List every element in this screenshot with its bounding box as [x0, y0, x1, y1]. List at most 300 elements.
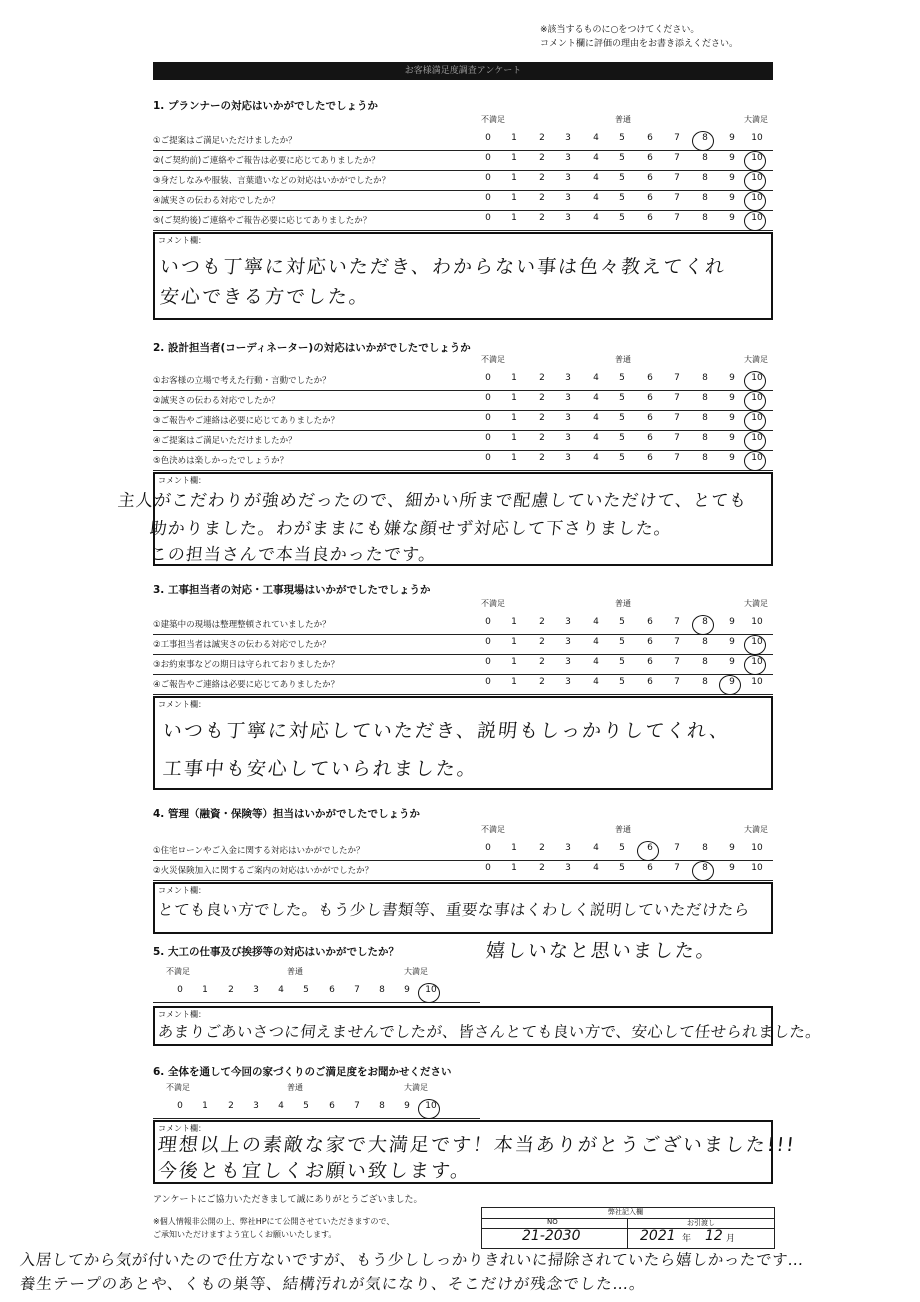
selected-rating-circle — [719, 675, 741, 695]
rating-number: 4 — [593, 863, 599, 873]
rating-option[interactable] — [749, 677, 765, 687]
selected-rating-circle — [744, 171, 766, 191]
rating-option[interactable] — [669, 413, 685, 423]
rating-option[interactable] — [642, 677, 658, 687]
rating-option[interactable] — [724, 213, 740, 223]
rating-option[interactable] — [534, 393, 550, 403]
rating-number: 7 — [674, 133, 680, 143]
rating-option[interactable] — [697, 213, 713, 223]
rating-option[interactable] — [724, 657, 740, 667]
rating-option[interactable] — [697, 453, 713, 463]
rating-option[interactable] — [749, 453, 765, 463]
rating-option[interactable] — [724, 373, 740, 383]
rating-option[interactable] — [506, 677, 522, 687]
rating-option[interactable] — [480, 433, 496, 443]
rating-number: 7 — [674, 637, 680, 647]
rating-option[interactable] — [697, 173, 713, 183]
rating-number: 3 — [253, 1101, 259, 1111]
rating-option[interactable] — [614, 193, 630, 203]
rating-number: 9 — [729, 153, 735, 163]
section-title: 3. 工事担当者の対応・工事現場はいかがでしたでしょうか — [153, 584, 431, 596]
office-date-label: お引渡し — [687, 1219, 715, 1227]
rating-option[interactable] — [614, 863, 630, 873]
rating-number: 0 — [485, 413, 491, 423]
rating-number: 4 — [593, 413, 599, 423]
rating-number: 4 — [593, 133, 599, 143]
question-text: ①建築中の現場は整理整頓されていましたか？ — [153, 620, 331, 630]
rating-option[interactable] — [614, 433, 630, 443]
rating-option[interactable] — [642, 133, 658, 143]
rating-option[interactable] — [724, 173, 740, 183]
rating-option[interactable] — [506, 153, 522, 163]
rating-option[interactable] — [588, 637, 604, 647]
rating-option[interactable] — [223, 1101, 239, 1111]
rating-option[interactable] — [480, 193, 496, 203]
rating-option[interactable] — [197, 1101, 213, 1111]
rating-option[interactable] — [614, 373, 630, 383]
rating-option[interactable] — [614, 637, 630, 647]
rating-option[interactable] — [749, 433, 765, 443]
rating-option[interactable] — [642, 153, 658, 163]
rating-option[interactable] — [298, 985, 314, 995]
rating-number: 5 — [619, 617, 625, 627]
rating-option[interactable] — [506, 843, 522, 853]
rating-option[interactable] — [697, 393, 713, 403]
privacy-note-1: ※個人情報非公開の上、弊社HPにて公開させていただきますので、 — [153, 1217, 395, 1226]
rating-option[interactable] — [642, 637, 658, 647]
rating-option[interactable] — [642, 657, 658, 667]
rating-number: 9 — [729, 843, 735, 853]
rating-option[interactable] — [669, 433, 685, 443]
rating-number: 4 — [593, 393, 599, 403]
rating-option[interactable] — [724, 393, 740, 403]
rating-option[interactable] — [669, 863, 685, 873]
rating-number: 3 — [565, 373, 571, 383]
rating-option[interactable] — [669, 173, 685, 183]
rating-option[interactable] — [669, 393, 685, 403]
rating-number: 2 — [539, 637, 545, 647]
rating-number: 7 — [674, 413, 680, 423]
rating-number: 3 — [565, 433, 571, 443]
rating-option[interactable] — [534, 413, 550, 423]
rating-option[interactable] — [588, 413, 604, 423]
rating-option[interactable] — [172, 985, 188, 995]
rating-option[interactable] — [480, 657, 496, 667]
rating-number: 1 — [511, 393, 517, 403]
rating-option[interactable] — [724, 133, 740, 143]
rating-option[interactable] — [588, 863, 604, 873]
rating-option[interactable] — [669, 677, 685, 687]
rating-option[interactable] — [749, 393, 765, 403]
rating-option[interactable] — [749, 843, 765, 853]
rating-option[interactable] — [724, 413, 740, 423]
rating-option[interactable] — [669, 843, 685, 853]
rating-option[interactable] — [614, 453, 630, 463]
rating-option[interactable] — [534, 133, 550, 143]
rating-option[interactable] — [197, 985, 213, 995]
rating-option[interactable] — [506, 637, 522, 647]
rating-number: 8 — [379, 985, 385, 995]
rating-number: 5 — [619, 153, 625, 163]
rating-number: 5 — [619, 133, 625, 143]
rating-number: 1 — [511, 657, 517, 667]
rating-number: 4 — [593, 213, 599, 223]
rating-option[interactable] — [642, 843, 658, 853]
rating-number: 0 — [485, 133, 491, 143]
rating-option[interactable] — [534, 863, 550, 873]
rating-number: 1 — [202, 1101, 208, 1111]
rating-option[interactable] — [560, 637, 576, 647]
rating-option[interactable] — [697, 413, 713, 423]
rating-option[interactable] — [749, 657, 765, 667]
rating-option[interactable] — [614, 843, 630, 853]
rating-option[interactable] — [724, 453, 740, 463]
question-row — [153, 450, 773, 471]
rating-number: 7 — [674, 153, 680, 163]
rating-number: 5 — [619, 863, 625, 873]
office-month: 12 — [705, 1228, 723, 1244]
rating-number: 8 — [702, 657, 708, 667]
rating-option[interactable] — [506, 173, 522, 183]
rating-option[interactable] — [697, 863, 713, 873]
rating-option[interactable] — [480, 843, 496, 853]
rating-option[interactable] — [697, 133, 713, 143]
rating-option[interactable] — [749, 153, 765, 163]
footer-comment-line-2: 養生テープのあとや、くもの巣等、結構汚れが気になり、そこだけが残念でした…。 — [18, 1275, 647, 1293]
rating-number: 3 — [565, 133, 571, 143]
rating-option[interactable] — [560, 677, 576, 687]
rating-option[interactable] — [614, 133, 630, 143]
question-text: ①ご提案はご満足いただけましたか？ — [153, 136, 297, 146]
rating-number: 3 — [565, 213, 571, 223]
rating-option[interactable] — [480, 153, 496, 163]
rating-option[interactable] — [560, 843, 576, 853]
rating-option[interactable] — [480, 637, 496, 647]
rating-option[interactable] — [480, 677, 496, 687]
rating-option[interactable] — [560, 413, 576, 423]
comment-label: コメント欄： — [158, 236, 206, 245]
rating-number: 10 — [751, 677, 763, 687]
rating-option[interactable] — [669, 133, 685, 143]
rating-number: 8 — [702, 453, 708, 463]
rating-option[interactable] — [560, 393, 576, 403]
rating-option[interactable] — [560, 193, 576, 203]
rating-number: 5 — [619, 433, 625, 443]
rating-number: 6 — [647, 863, 653, 873]
rating-number: 2 — [539, 433, 545, 443]
rating-number: 9 — [404, 985, 410, 995]
question-row — [153, 370, 773, 391]
rating-option[interactable] — [480, 617, 496, 627]
rating-option[interactable] — [724, 153, 740, 163]
rating-option[interactable] — [506, 863, 522, 873]
rating-option[interactable] — [480, 373, 496, 383]
rating-option[interactable] — [749, 213, 765, 223]
question-row — [153, 634, 773, 655]
rating-option[interactable] — [560, 373, 576, 383]
rating-option[interactable] — [724, 193, 740, 203]
rating-option[interactable] — [534, 617, 550, 627]
rating-number: 1 — [511, 213, 517, 223]
rating-option[interactable] — [588, 133, 604, 143]
rating-option[interactable] — [506, 617, 522, 627]
rating-option[interactable] — [697, 193, 713, 203]
rating-option[interactable] — [669, 213, 685, 223]
rating-option[interactable] — [480, 173, 496, 183]
rating-option[interactable] — [697, 637, 713, 647]
rating-option[interactable] — [172, 1101, 188, 1111]
rating-option[interactable] — [588, 677, 604, 687]
rating-option[interactable] — [480, 863, 496, 873]
rating-option[interactable] — [560, 213, 576, 223]
rating-option[interactable] — [669, 153, 685, 163]
rating-option[interactable] — [642, 617, 658, 627]
rating-option[interactable] — [642, 413, 658, 423]
rating-option[interactable] — [480, 213, 496, 223]
rating-option[interactable] — [588, 433, 604, 443]
rating-option[interactable] — [724, 637, 740, 647]
rating-option[interactable] — [697, 373, 713, 383]
rating-option[interactable] — [506, 433, 522, 443]
rating-option[interactable] — [614, 153, 630, 163]
rating-number: 6 — [647, 393, 653, 403]
rating-option[interactable] — [374, 1101, 390, 1111]
rating-option[interactable] — [480, 393, 496, 403]
rating-option[interactable] — [749, 373, 765, 383]
rating-number: 10 — [751, 393, 763, 403]
rating-number: 8 — [702, 173, 708, 183]
rating-number: 3 — [565, 393, 571, 403]
rating-number: 8 — [702, 637, 708, 647]
rating-option[interactable] — [534, 213, 550, 223]
rating-option[interactable] — [534, 843, 550, 853]
rating-option[interactable] — [506, 453, 522, 463]
rating-number: 9 — [729, 213, 735, 223]
rating-option[interactable] — [480, 453, 496, 463]
scale-mid-label: 普通 — [615, 825, 631, 834]
rating-option[interactable] — [588, 153, 604, 163]
rating-option[interactable] — [223, 985, 239, 995]
rating-option[interactable] — [273, 1101, 289, 1111]
rating-option[interactable] — [560, 453, 576, 463]
rating-option[interactable] — [588, 173, 604, 183]
rating-number: 2 — [539, 453, 545, 463]
rating-number: 6 — [647, 133, 653, 143]
rating-option[interactable] — [642, 193, 658, 203]
instruction-note-2: コメント欄に評価の理由をお書き添えください。 — [540, 39, 739, 49]
rating-option[interactable] — [614, 393, 630, 403]
rating-option[interactable] — [399, 985, 415, 995]
rating-number: 7 — [674, 433, 680, 443]
rating-option[interactable] — [697, 843, 713, 853]
scale-low-label: 不満足 — [481, 599, 505, 608]
rating-option[interactable] — [642, 453, 658, 463]
rating-option[interactable] — [534, 453, 550, 463]
rating-option[interactable] — [669, 453, 685, 463]
rating-option[interactable] — [669, 373, 685, 383]
rating-option[interactable] — [642, 213, 658, 223]
scale-mid-label: 普通 — [615, 115, 631, 124]
rating-number: 1 — [511, 637, 517, 647]
rating-number: 10 — [425, 1101, 437, 1111]
rating-number: 0 — [485, 863, 491, 873]
rating-option[interactable] — [669, 193, 685, 203]
rating-option[interactable] — [506, 657, 522, 667]
rating-option[interactable] — [669, 617, 685, 627]
rating-number: 3 — [565, 617, 571, 627]
rating-option[interactable] — [534, 153, 550, 163]
rating-option[interactable] — [749, 193, 765, 203]
rating-number: 3 — [253, 985, 259, 995]
rating-number: 9 — [729, 433, 735, 443]
rating-option[interactable] — [506, 193, 522, 203]
rating-option[interactable] — [298, 1101, 314, 1111]
rating-option[interactable] — [534, 657, 550, 667]
rating-option[interactable] — [480, 413, 496, 423]
rating-option[interactable] — [374, 985, 390, 995]
rating-option[interactable] — [669, 657, 685, 667]
rating-option[interactable] — [560, 657, 576, 667]
rating-option[interactable] — [642, 863, 658, 873]
rating-option[interactable] — [614, 173, 630, 183]
rating-option[interactable] — [248, 985, 264, 995]
rating-number: 4 — [593, 193, 599, 203]
rating-option[interactable] — [324, 985, 340, 995]
rating-option[interactable] — [560, 863, 576, 873]
scale-high-label: 大満足 — [744, 115, 768, 124]
rating-option[interactable] — [588, 393, 604, 403]
rating-option[interactable] — [349, 985, 365, 995]
rating-number: 9 — [729, 373, 735, 383]
rating-option[interactable] — [588, 373, 604, 383]
rating-option[interactable] — [642, 393, 658, 403]
rating-option[interactable] — [642, 433, 658, 443]
rating-option[interactable] — [749, 637, 765, 647]
rating-option[interactable] — [560, 133, 576, 143]
rating-option[interactable] — [324, 1101, 340, 1111]
rating-option[interactable] — [749, 617, 765, 627]
rating-option[interactable] — [588, 193, 604, 203]
rating-option[interactable] — [588, 657, 604, 667]
rating-number: 7 — [674, 213, 680, 223]
rating-option[interactable] — [614, 657, 630, 667]
question-text: ③身だしなみや服装、言葉遣いなどの対応はいかがでしたか？ — [153, 176, 391, 186]
rating-option[interactable] — [506, 133, 522, 143]
rating-option[interactable] — [614, 413, 630, 423]
rating-number: 10 — [751, 637, 763, 647]
rating-option[interactable] — [534, 677, 550, 687]
rating-option[interactable] — [697, 617, 713, 627]
rating-number: 6 — [329, 985, 335, 995]
rating-option[interactable] — [534, 173, 550, 183]
rating-option[interactable] — [697, 677, 713, 687]
rating-number: 8 — [379, 1101, 385, 1111]
rating-option[interactable] — [506, 373, 522, 383]
rating-option[interactable] — [480, 133, 496, 143]
rating-option[interactable] — [614, 677, 630, 687]
rating-number: 4 — [593, 657, 599, 667]
rating-option[interactable] — [349, 1101, 365, 1111]
question-text: ④ご報告やご連絡は必要に応じてありましたか？ — [153, 680, 340, 690]
office-use-box — [481, 1207, 775, 1249]
rating-option[interactable] — [534, 433, 550, 443]
rating-option[interactable] — [273, 985, 289, 995]
rating-option[interactable] — [642, 373, 658, 383]
rating-option[interactable] — [560, 153, 576, 163]
rating-option[interactable] — [588, 617, 604, 627]
scale-low-label: 不満足 — [481, 355, 505, 364]
rating-option[interactable] — [534, 373, 550, 383]
rating-number: 0 — [485, 453, 491, 463]
rating-number: 2 — [539, 213, 545, 223]
rating-option[interactable] — [423, 985, 439, 995]
rating-option[interactable] — [749, 173, 765, 183]
selected-rating-circle — [744, 431, 766, 451]
rating-option[interactable] — [588, 843, 604, 853]
scale-high-label: 大満足 — [744, 599, 768, 608]
rating-option[interactable] — [588, 213, 604, 223]
rating-option[interactable] — [614, 617, 630, 627]
rating-option[interactable] — [724, 433, 740, 443]
rating-number: 4 — [593, 453, 599, 463]
rating-option[interactable] — [399, 1101, 415, 1111]
rating-option[interactable] — [697, 433, 713, 443]
rating-number: 3 — [565, 153, 571, 163]
rating-option[interactable] — [749, 133, 765, 143]
rating-option[interactable] — [423, 1101, 439, 1111]
rating-option[interactable] — [642, 173, 658, 183]
question-text: ④ご提案はご満足いただけましたか？ — [153, 436, 297, 446]
rating-option[interactable] — [724, 677, 740, 687]
rating-option[interactable] — [697, 153, 713, 163]
rating-option[interactable] — [749, 413, 765, 423]
rating-option[interactable] — [534, 637, 550, 647]
rating-number: 8 — [702, 393, 708, 403]
office-no-label: NO — [547, 1218, 558, 1226]
section-title: 5. 大工の仕事及び挨拶等の対応はいかがでしたか？ — [153, 946, 399, 958]
rating-option[interactable] — [588, 453, 604, 463]
rating-number: 2 — [539, 133, 545, 143]
rating-option[interactable] — [724, 863, 740, 873]
rating-option[interactable] — [560, 617, 576, 627]
rating-number: 2 — [539, 173, 545, 183]
rating-option[interactable] — [506, 213, 522, 223]
rating-option[interactable] — [534, 193, 550, 203]
rating-option[interactable] — [560, 173, 576, 183]
rating-option[interactable] — [506, 413, 522, 423]
rating-option[interactable] — [669, 637, 685, 647]
comment-handwriting-line: 今後とも宜しくお願い致します。 — [156, 1160, 473, 1182]
rating-number: 2 — [539, 863, 545, 873]
selected-rating-circle — [744, 635, 766, 655]
rating-number: 0 — [177, 985, 183, 995]
rating-number: 8 — [702, 193, 708, 203]
rating-option[interactable] — [724, 843, 740, 853]
rating-option[interactable] — [614, 213, 630, 223]
rating-option[interactable] — [724, 617, 740, 627]
rating-option[interactable] — [697, 657, 713, 667]
rating-option[interactable] — [560, 433, 576, 443]
comment-label: コメント欄： — [158, 476, 206, 485]
office-header: 弊社記入欄 — [608, 1208, 643, 1216]
rating-number: 8 — [702, 213, 708, 223]
section-title: 1. プランナーの対応はいかがでしたでしょうか — [153, 100, 378, 112]
rating-option[interactable] — [506, 393, 522, 403]
rating-number: 6 — [647, 413, 653, 423]
rating-option[interactable] — [248, 1101, 264, 1111]
rating-number: 3 — [565, 637, 571, 647]
rating-option[interactable] — [749, 863, 765, 873]
